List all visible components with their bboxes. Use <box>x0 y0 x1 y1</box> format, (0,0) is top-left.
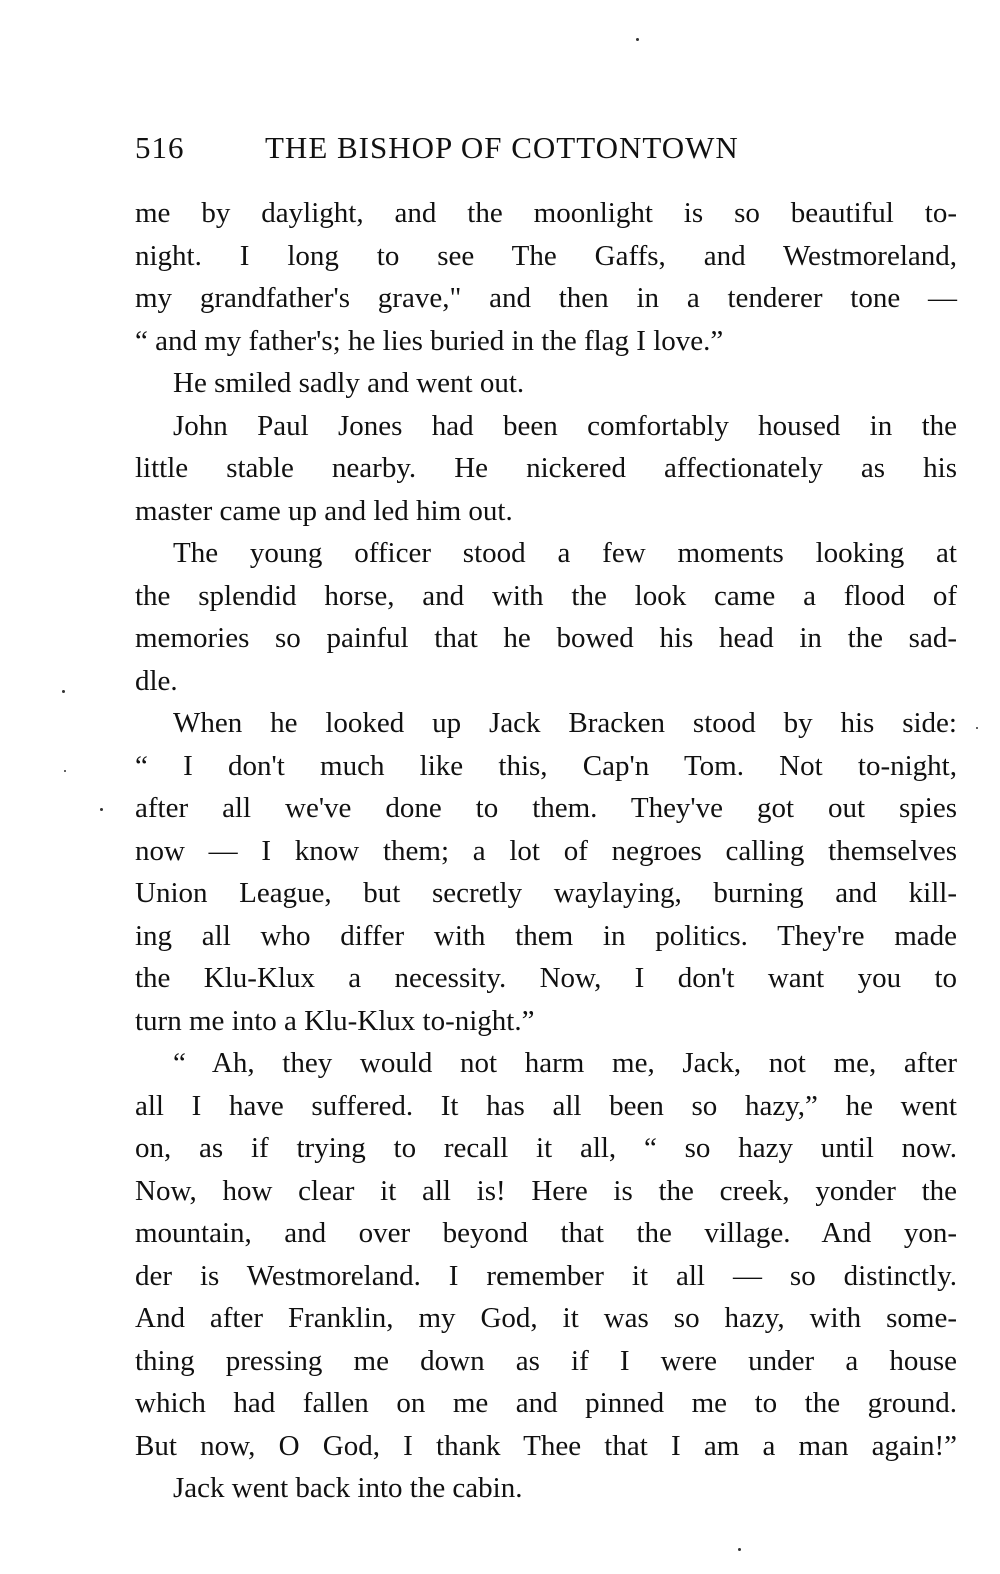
text-line: the Klu-Klux a necessity. Now, I don't want you to <box>135 962 957 994</box>
text-line: thing pressing me down as if I were under a house <box>135 1344 957 1377</box>
text-line: my grandfather's grave," and then in a tenderer tone — <box>135 282 957 314</box>
text-line: mountain, and over beyond that the village. And yon- <box>135 1217 957 1249</box>
text-line: “ Ah, they would not harm me, Jack, not me, after <box>173 1047 957 1079</box>
text-line: When he looked up Jack Bracken stood by his side: <box>173 707 957 739</box>
page-number: 516 <box>135 130 185 165</box>
print-speck <box>636 38 639 41</box>
text-line: And after Franklin, my God, it was so hazy, with some- <box>135 1302 957 1334</box>
text-line: Now, how clear it all is! Here is the creek, yonder the <box>135 1174 957 1207</box>
text-line: The young officer stood a few moments looking at <box>173 537 957 569</box>
print-speck <box>64 770 66 772</box>
text-line: ing all who differ with them in politics. They're made <box>135 919 957 952</box>
text-line: all I have suffered. It has all been so hazy,” he went <box>135 1089 957 1122</box>
body-text <box>135 192 957 1510</box>
text-line: night. I long to see The Gaffs, and Westmoreland, <box>135 239 957 272</box>
print-speck <box>976 727 978 729</box>
text-line: But now, O God, I thank Thee that I am a man again!” <box>135 1429 957 1462</box>
text-line: John Paul Jones had been comfortably housed in the <box>173 409 957 442</box>
text-line: dle. <box>135 664 178 697</box>
text-line: “ and my father's; he lies buried in the flag I love.” <box>135 324 724 357</box>
text-line: He smiled sadly and went out. <box>173 367 525 399</box>
text-line: master came up and led him out. <box>135 494 513 527</box>
text-line: der is Westmoreland. I remember it all — so distinctly. <box>135 1259 957 1292</box>
text-line: which had fallen on me and pinned me to the ground. <box>135 1387 957 1419</box>
text-line: now — I know them; a lot of negroes calling themselves <box>135 834 957 867</box>
text-line: Jack went back into the cabin. <box>173 1472 523 1504</box>
text-line: little stable nearby. He nickered affectionately as his <box>135 452 957 484</box>
text-line: after all we've done to them. They've got out spies <box>135 792 957 824</box>
text-line: turn me into a Klu-Klux to-night.” <box>135 1004 535 1037</box>
running-head <box>135 128 835 168</box>
running-title: THE BISHOP OF COTTONTOWN <box>265 130 739 165</box>
text-line: memories so painful that he bowed his head in the sad- <box>135 622 957 654</box>
text-line: “ I don't much like this, Cap'n Tom. Not to-night, <box>135 749 957 782</box>
text-line: Union League, but secretly waylaying, burning and kill- <box>135 877 957 909</box>
text-line: on, as if trying to recall it all, “ so hazy until now. <box>135 1132 957 1164</box>
print-speck <box>738 1548 741 1551</box>
text-line: me by daylight, and the moonlight is so beautiful to- <box>135 197 957 229</box>
text-line: the splendid horse, and with the look came a flood of <box>135 579 957 612</box>
print-speck <box>62 690 65 693</box>
print-speck <box>100 808 103 811</box>
